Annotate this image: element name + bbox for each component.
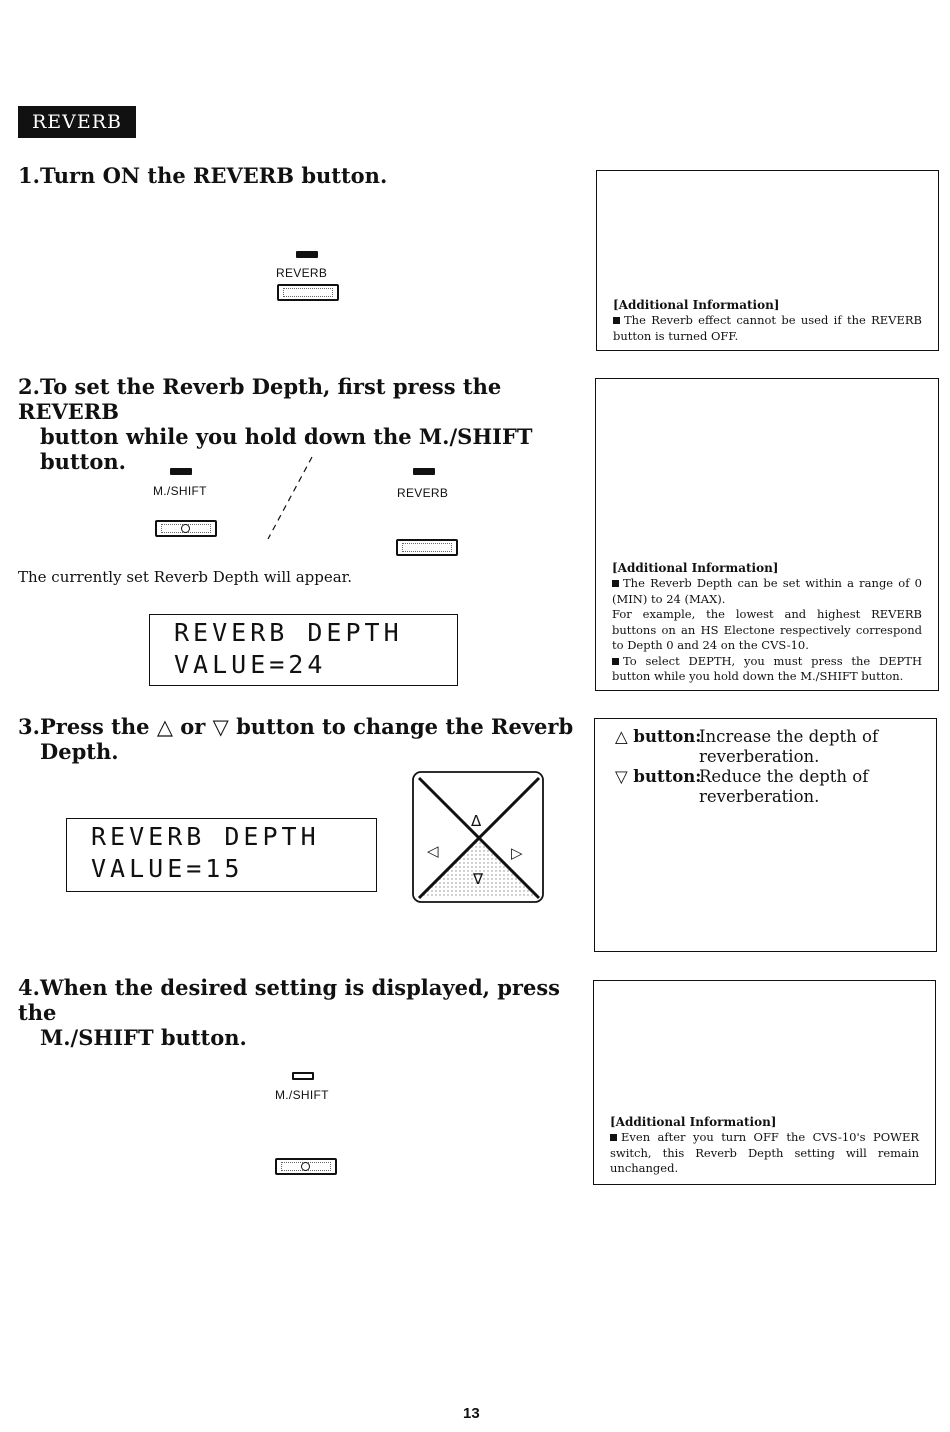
arrow-pad[interactable] — [411, 770, 545, 904]
info-box-1 — [596, 170, 939, 351]
info-box-3 — [594, 718, 937, 952]
right-arrow-icon[interactable]: ▷ — [511, 844, 523, 862]
mshift-button-label-2: M./SHIFT — [275, 1088, 329, 1102]
step-4-heading: 4.When the desired setting is displayed, press the M./SHIFT button. — [18, 975, 578, 1050]
step-3-text-line1: Press the △ or ▽ button to change the Reverb — [40, 714, 574, 739]
info-box-1-title: [Additional Information] — [613, 298, 780, 312]
lcd-1-line1: REVERB DEPTH — [174, 618, 403, 647]
bullet-icon — [610, 1134, 617, 1141]
step-2-text-line1: To set the Reverb Depth, first press the REVERB — [18, 374, 502, 424]
mshift-button-label: M./SHIFT — [153, 484, 207, 498]
up-button-label: △ button: — [615, 727, 702, 746]
left-arrow-icon[interactable]: ◁ — [427, 842, 439, 860]
page-number: 13 — [463, 1405, 480, 1422]
step-2-caption: The currently set Reverb Depth will appear. — [18, 568, 352, 586]
mshift-indicator-lamp — [170, 468, 192, 475]
mshift-knob-icon — [301, 1162, 310, 1171]
step-3-text-line2: Depth. — [40, 739, 119, 764]
reverb-button-2[interactable] — [396, 539, 458, 556]
section-title: REVERB — [18, 106, 136, 138]
info-box-2-item-2: For example, the lowest and highest REVERB buttons on an HS Electone respectively correspond to Depth 0 and 24 on the CVS-10. — [612, 607, 922, 652]
bullet-icon — [612, 658, 619, 665]
bullet-icon — [613, 317, 620, 324]
reverb-button[interactable] — [277, 284, 339, 301]
up-button-desc: Increase the depth of reverberation. — [699, 727, 879, 766]
step-4-text-line2: M./SHIFT button. — [40, 1025, 247, 1050]
mshift-button[interactable] — [155, 520, 217, 537]
bullet-icon — [612, 580, 619, 587]
lcd-2-line2: VALUE=15 — [91, 854, 244, 883]
info-box-4 — [593, 980, 936, 1185]
mshift-button-2[interactable] — [275, 1158, 337, 1175]
step-1-heading: 1.Turn ON the REVERB button. — [18, 163, 388, 188]
step-2-text-line2: button while you hold down the M./SHIFT button. — [40, 424, 533, 474]
lcd-2-line1: REVERB DEPTH — [91, 822, 320, 851]
plus-divider-icon — [262, 455, 318, 543]
info-box-4-item: Even after you turn OFF the CVS-10's POWER switch, this Reverb Depth setting will remain unchanged. — [610, 1130, 919, 1175]
info-box-1-item: The Reverb effect cannot be used if the REVERB button is turned OFF. — [613, 313, 922, 343]
reverb-button-label-2: REVERB — [397, 486, 449, 500]
reverb-indicator-lamp — [296, 251, 318, 258]
lcd-display-2 — [66, 818, 377, 892]
step-2-heading: 2.To set the Reverb Depth, first press the REVERB button while you hold down the M./SHIFT button. — [18, 374, 578, 474]
info-box-3-up-row — [615, 727, 920, 767]
step-4-text-line1: When the desired setting is displayed, press the — [18, 975, 561, 1025]
step-1-text: Turn ON the REVERB button. — [40, 163, 388, 188]
info-box-3-down-row — [615, 767, 920, 807]
info-box-2-title: [Additional Information] — [612, 561, 779, 575]
info-box-2 — [595, 378, 939, 691]
step-3-heading: 3.Press the △ or ▽ button to change the Reverb Depth. — [18, 714, 578, 764]
reverb-indicator-lamp-2 — [413, 468, 435, 475]
info-box-2-item-1: The Reverb Depth can be set within a range of 0 (MIN) to 24 (MAX). — [612, 576, 922, 606]
mshift-knob-icon — [181, 524, 190, 533]
reverb-button-label: REVERB — [276, 266, 328, 280]
lcd-display-1 — [149, 614, 458, 686]
info-box-4-title: [Additional Information] — [610, 1115, 777, 1129]
up-arrow-icon[interactable]: Δ — [471, 812, 482, 830]
lcd-1-line2: VALUE=24 — [174, 650, 327, 679]
mshift-indicator-lamp-off — [292, 1072, 314, 1080]
down-button-label: ▽ button: — [615, 767, 702, 786]
down-button-desc: Reduce the depth of reverberation. — [699, 767, 869, 806]
down-arrow-icon[interactable]: ∇ — [473, 870, 484, 888]
info-box-2-item-3: To select DEPTH, you must press the DEPTH button while you hold down the M./SHIFT button. — [612, 653, 922, 683]
